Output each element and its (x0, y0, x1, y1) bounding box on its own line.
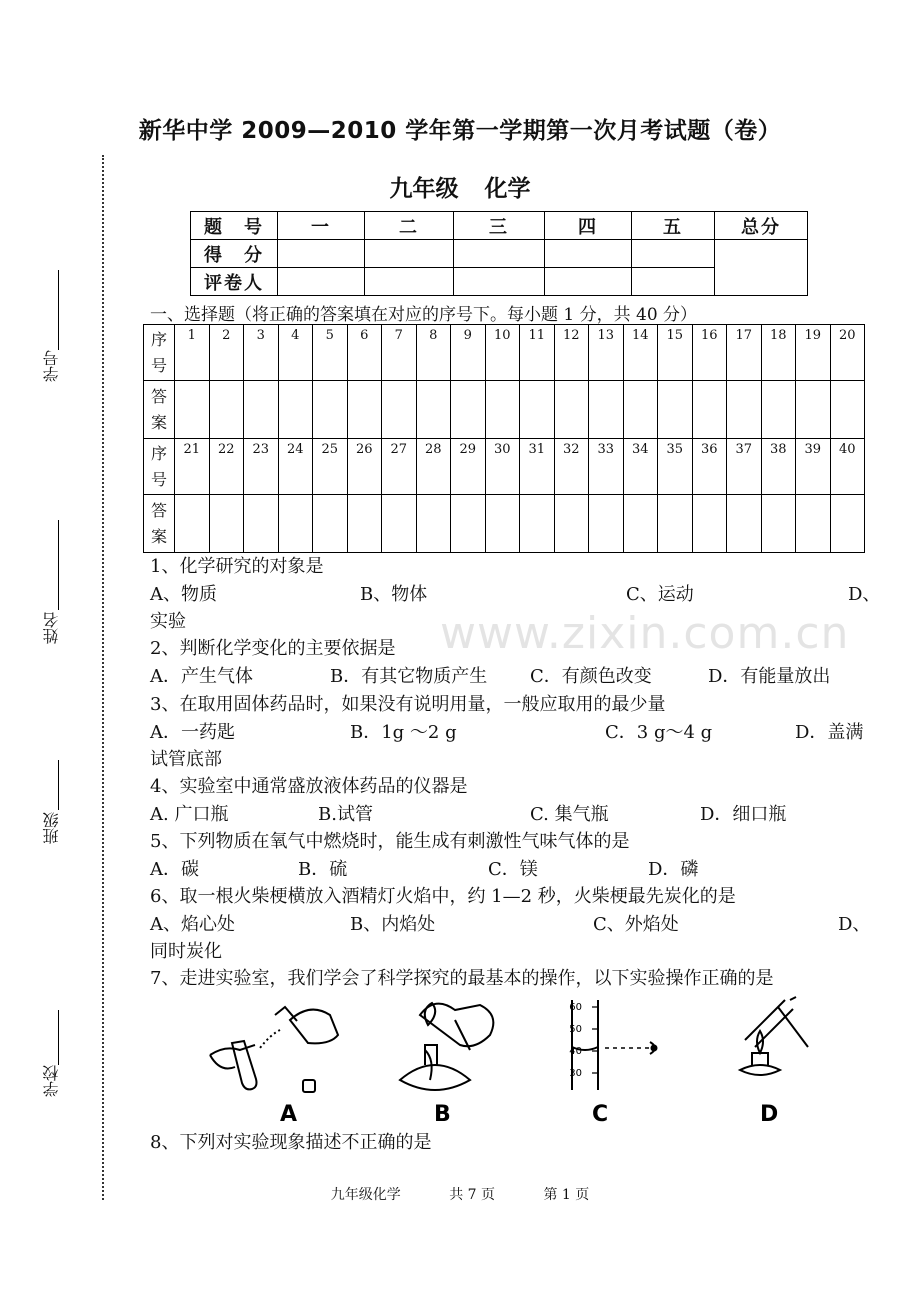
answer-cell[interactable] (589, 381, 624, 439)
question-number-cell: 33 (589, 439, 624, 495)
answer-cell[interactable] (382, 381, 417, 439)
answer-cell[interactable] (796, 381, 831, 439)
option-b: B．硫 (298, 859, 348, 880)
option-d-continued: 实验 (150, 611, 186, 632)
section-heading: 一、选择题（将正确的答案填在对应的序号下。每小题 1 分，共 40 分） (150, 305, 698, 325)
lab-operations-figure (180, 995, 840, 1125)
side-label-student-no: 学号 (42, 350, 61, 382)
cylinder-tick-40: 40 (569, 1046, 582, 1057)
question-number-cell: 27 (382, 439, 417, 495)
answer-cell[interactable] (485, 495, 520, 553)
question-number-cell: 26 (347, 439, 382, 495)
answer-cell[interactable] (554, 381, 589, 439)
page-title: 新华中学 2009—2010 学年第一学期第一次月考试题（卷） (138, 118, 782, 144)
answer-cell[interactable] (658, 381, 693, 439)
question-number-cell: 29 (451, 439, 486, 495)
answer-cell[interactable] (727, 495, 762, 553)
option-a: A、焰心处 (150, 914, 235, 935)
answer-cell[interactable] (416, 495, 451, 553)
answer-cell[interactable] (244, 495, 279, 553)
question-number-cell: 28 (416, 439, 451, 495)
side-label-name: 姓名 (42, 612, 61, 644)
score-header-cell: 总分 (715, 212, 808, 240)
question-4-stem: 4、实验室中通常盛放液体药品的仪器是 (150, 776, 468, 797)
name-blank (58, 520, 59, 610)
question-number-cell: 5 (313, 325, 348, 381)
grader-row-label: 评卷人 (191, 268, 278, 296)
figure-label-a: A (280, 1102, 298, 1125)
answer-cell[interactable] (416, 381, 451, 439)
question-number-cell: 24 (278, 439, 313, 495)
answer-cell[interactable] (451, 381, 486, 439)
option-d-continued: 同时炭化 (150, 941, 222, 962)
score-header-cell: 题 号 (191, 212, 278, 240)
option-d: D、 (838, 914, 871, 935)
question-number-cell: 20 (830, 325, 865, 381)
answer-label: 答案 (144, 381, 175, 439)
question-number-cell: 35 (658, 439, 693, 495)
question-number-cell: 21 (175, 439, 210, 495)
question-number-cell: 34 (623, 439, 658, 495)
option-d: D．有能量放出 (708, 666, 831, 687)
question-5-stem: 5、下列物质在氧气中燃烧时，能生成有刺激性气味气体的是 (150, 831, 630, 852)
grader-cell[interactable] (278, 268, 365, 296)
answer-cell[interactable] (347, 381, 382, 439)
question-number-cell: 36 (692, 439, 727, 495)
question-5-options (150, 855, 880, 881)
answer-cell[interactable] (796, 495, 831, 553)
question-number-cell: 22 (209, 439, 244, 495)
cylinder-tick-60: 60 (569, 1002, 582, 1013)
answer-label: 答案 (144, 495, 175, 553)
answer-cell[interactable] (175, 381, 210, 439)
answer-cell[interactable] (554, 495, 589, 553)
seq-label: 序号 (144, 439, 175, 495)
grader-cell[interactable] (632, 268, 715, 296)
page-subtitle: 九年级 化学 (389, 176, 531, 202)
answer-cell[interactable] (727, 381, 762, 439)
student-no-blank (58, 270, 59, 350)
score-header-cell: 四 (545, 212, 632, 240)
answer-cell[interactable] (589, 495, 624, 553)
figure-d-heating-test-tube (740, 997, 808, 1075)
question-number-cell: 40 (830, 439, 865, 495)
answer-cell[interactable] (244, 381, 279, 439)
option-c: C. 集气瓶 (530, 804, 609, 825)
answer-cell[interactable] (623, 495, 658, 553)
question-number-cell: 10 (485, 325, 520, 381)
grader-cell[interactable] (454, 268, 545, 296)
question-number-cell: 6 (347, 325, 382, 381)
option-c: C、外焰处 (593, 914, 679, 935)
option-a: A．碳 (150, 859, 199, 880)
option-a: A. 广口瓶 (150, 804, 229, 825)
answer-cell[interactable] (209, 381, 244, 439)
question-number-cell: 38 (761, 439, 796, 495)
option-c: C．镁 (488, 859, 538, 880)
score-cell[interactable] (278, 240, 365, 268)
option-d: D．盖满 (795, 722, 864, 743)
figure-label-b: B (434, 1102, 451, 1125)
question-number-cell: 2 (209, 325, 244, 381)
question-8-stem: 8、下列对实验现象描述不正确的是 (150, 1132, 432, 1153)
answer-cell[interactable] (382, 495, 417, 553)
option-d: D．磷 (648, 859, 699, 880)
question-number-cell: 17 (727, 325, 762, 381)
question-number-cell: 16 (692, 325, 727, 381)
question-number-cell: 4 (278, 325, 313, 381)
footer-total-pages: 共 7 页 (449, 1187, 495, 1203)
option-a: A、物质 (150, 584, 217, 605)
option-b: B．有其它物质产生 (330, 666, 488, 687)
answer-cell[interactable] (278, 495, 313, 553)
answer-cell[interactable] (761, 381, 796, 439)
question-number-cell: 39 (796, 439, 831, 495)
score-header-cell: 五 (632, 212, 715, 240)
total-score-cell[interactable] (715, 240, 808, 296)
score-cell[interactable] (454, 240, 545, 268)
binding-dotted-line (102, 155, 104, 1200)
score-row-label: 得 分 (191, 240, 278, 268)
answer-cell[interactable] (451, 495, 486, 553)
answer-grid (143, 324, 865, 553)
side-label-class: 班级 (42, 812, 61, 844)
cylinder-tick-50: 50 (569, 1024, 582, 1035)
option-a: A．一药匙 (150, 722, 235, 743)
option-b: B.试管 (318, 804, 373, 825)
question-number-cell: 31 (520, 439, 555, 495)
score-cell[interactable] (365, 240, 454, 268)
question-number-cell: 15 (658, 325, 693, 381)
answer-cell[interactable] (761, 495, 796, 553)
answer-cell[interactable] (623, 381, 658, 439)
figure-label-d: D (760, 1102, 779, 1125)
option-c: C、运动 (626, 584, 694, 605)
figure-label-c: C (592, 1102, 609, 1125)
option-d: D、 (848, 584, 881, 605)
answer-cell[interactable] (830, 381, 865, 439)
option-d: D．细口瓶 (700, 804, 787, 825)
answer-cell[interactable] (658, 495, 693, 553)
question-2-stem: 2、判断化学变化的主要依据是 (150, 638, 396, 659)
answer-cell[interactable] (692, 495, 727, 553)
option-b: B．1g ～2 g (350, 722, 457, 743)
question-number-cell: 7 (382, 325, 417, 381)
option-a: A．产生气体 (150, 666, 253, 687)
question-1-stem: 1、化学研究的对象是 (150, 556, 324, 577)
option-d-continued: 试管底部 (150, 749, 222, 770)
question-number-cell: 18 (761, 325, 796, 381)
answer-cell[interactable] (830, 495, 865, 553)
question-6-options (150, 910, 880, 936)
question-number-cell: 19 (796, 325, 831, 381)
question-number-cell: 25 (313, 439, 348, 495)
class-blank (58, 760, 59, 810)
option-c: C．有颜色改变 (530, 666, 652, 687)
page-footer (0, 1184, 920, 1204)
question-1-options (150, 580, 880, 606)
cylinder-tick-30: 30 (569, 1068, 582, 1079)
score-header-cell: 二 (365, 212, 454, 240)
school-blank (58, 1010, 59, 1065)
option-b: B、内焰处 (350, 914, 436, 935)
option-b: B、物体 (360, 584, 428, 605)
answer-cell[interactable] (313, 495, 348, 553)
grader-cell[interactable] (545, 268, 632, 296)
answer-cell[interactable] (209, 495, 244, 553)
score-header-cell: 一 (278, 212, 365, 240)
question-3-stem: 3、在取用固体药品时，如果没有说明用量，一般应取用的最少量 (150, 694, 666, 715)
figure-b-alcohol-lamps (400, 1003, 493, 1090)
answer-cell[interactable] (520, 495, 555, 553)
question-number-cell: 9 (451, 325, 486, 381)
question-number-cell: 1 (175, 325, 210, 381)
score-header-cell: 三 (454, 212, 545, 240)
question-number-cell: 23 (244, 439, 279, 495)
grader-cell[interactable] (365, 268, 454, 296)
question-number-cell: 13 (589, 325, 624, 381)
question-number-cell: 30 (485, 439, 520, 495)
side-label-school: 学校 (42, 1065, 61, 1097)
answer-cell[interactable] (347, 495, 382, 553)
question-number-cell: 32 (554, 439, 589, 495)
figure-c-graduated-cylinder (572, 1000, 657, 1090)
question-number-cell: 12 (554, 325, 589, 381)
answer-cell[interactable] (485, 381, 520, 439)
seq-label: 序号 (144, 325, 175, 381)
question-number-cell: 14 (623, 325, 658, 381)
question-number-cell: 37 (727, 439, 762, 495)
footer-course: 九年级化学 (330, 1187, 401, 1203)
answer-cell[interactable] (313, 381, 348, 439)
answer-cell[interactable] (692, 381, 727, 439)
question-number-cell: 8 (416, 325, 451, 381)
footer-page-number: 第 1 页 (543, 1187, 590, 1203)
answer-cell[interactable] (278, 381, 313, 439)
question-3-options (150, 718, 880, 744)
score-cell[interactable] (545, 240, 632, 268)
question-number-cell: 11 (520, 325, 555, 381)
answer-cell[interactable] (175, 495, 210, 553)
answer-cell[interactable] (520, 381, 555, 439)
score-table (190, 211, 808, 296)
option-c: C．3 g～4 g (605, 722, 713, 743)
question-number-cell: 3 (244, 325, 279, 381)
watermark: www.zixin.com.cn (440, 608, 850, 659)
question-7-stem: 7、走进实验室，我们学会了科学探究的最基本的操作，以下实验操作正确的是 (150, 968, 774, 989)
figure-a-pouring-liquid (210, 1007, 338, 1092)
question-2-options (150, 662, 880, 688)
score-cell[interactable] (632, 240, 715, 268)
question-4-options (150, 800, 880, 826)
question-6-stem: 6、取一根火柴梗横放入酒精灯火焰中，约 1—2 秒，火柴梗最先炭化的是 (150, 886, 736, 907)
